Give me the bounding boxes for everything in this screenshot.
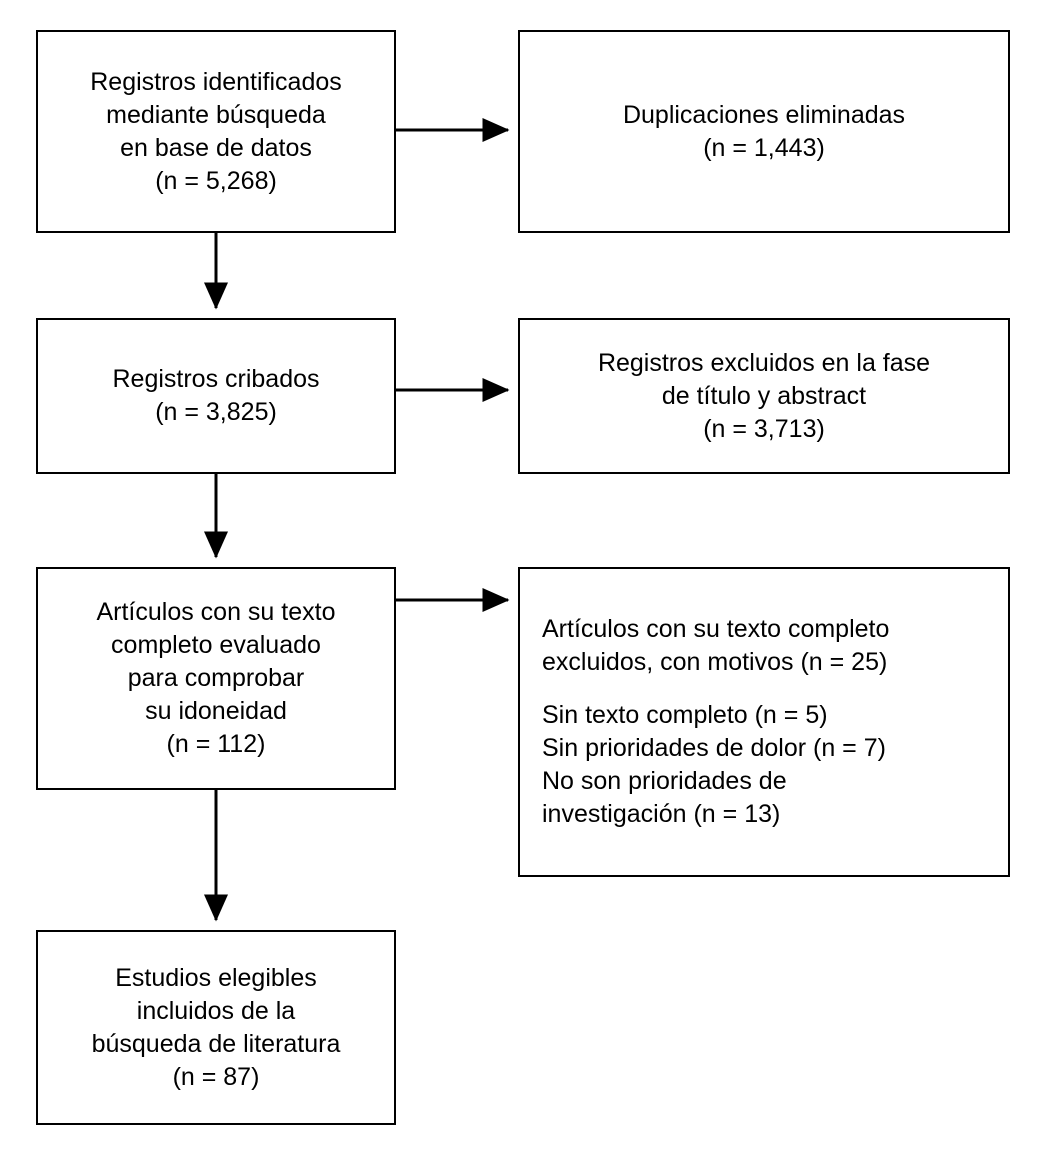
box-line: incluidos de la bbox=[136, 996, 296, 1025]
box-line: Sin texto completo (n = 5) bbox=[542, 701, 828, 729]
box-line: su idoneidad bbox=[145, 697, 287, 725]
box-line: (n = 5,268) bbox=[155, 166, 277, 195]
box-line-spacer bbox=[542, 679, 889, 699]
box-line: Estudios elegibles bbox=[115, 963, 317, 992]
box-line: búsqueda de literatura bbox=[91, 1029, 341, 1058]
box-line: investigación (n = 13) bbox=[542, 800, 781, 828]
box-line: Registros identificados bbox=[90, 67, 342, 96]
box-fulltext-excluded-reasons bbox=[518, 567, 1010, 877]
box-line: en base de datos bbox=[120, 133, 312, 162]
box-line: de título y abstract bbox=[661, 381, 867, 410]
box-line: (n = 87) bbox=[172, 1062, 260, 1091]
box-duplicates-removed bbox=[518, 30, 1010, 233]
box-line: Registros cribados bbox=[112, 365, 320, 393]
box-line: excluidos, con motivos (n = 25) bbox=[542, 648, 888, 676]
box-line: Duplicaciones eliminadas bbox=[622, 100, 906, 129]
box-line: Sin prioridades de dolor (n = 7) bbox=[542, 734, 886, 762]
box-line: Artículos con su texto bbox=[96, 598, 336, 626]
box-line: (n = 112) bbox=[166, 730, 266, 758]
box-records-excluded-screening bbox=[518, 318, 1010, 474]
box-line: (n = 3,825) bbox=[155, 398, 277, 426]
box-studies-included bbox=[36, 930, 396, 1125]
box-line: (n = 1,443) bbox=[703, 133, 825, 162]
box-line: para comprobar bbox=[127, 664, 305, 692]
box-line: (n = 3,713) bbox=[703, 414, 825, 443]
box-line: completo evaluado bbox=[111, 631, 321, 659]
box-records-identified bbox=[36, 30, 396, 233]
box-records-screened bbox=[36, 318, 396, 474]
box-fulltext-assessed bbox=[36, 567, 396, 790]
box-line: No son prioridades de bbox=[542, 767, 787, 795]
box-line: Registros excluidos en la fase bbox=[597, 348, 931, 377]
box-line: Artículos con su texto completo bbox=[542, 615, 890, 643]
box-line: mediante búsqueda bbox=[106, 100, 326, 129]
